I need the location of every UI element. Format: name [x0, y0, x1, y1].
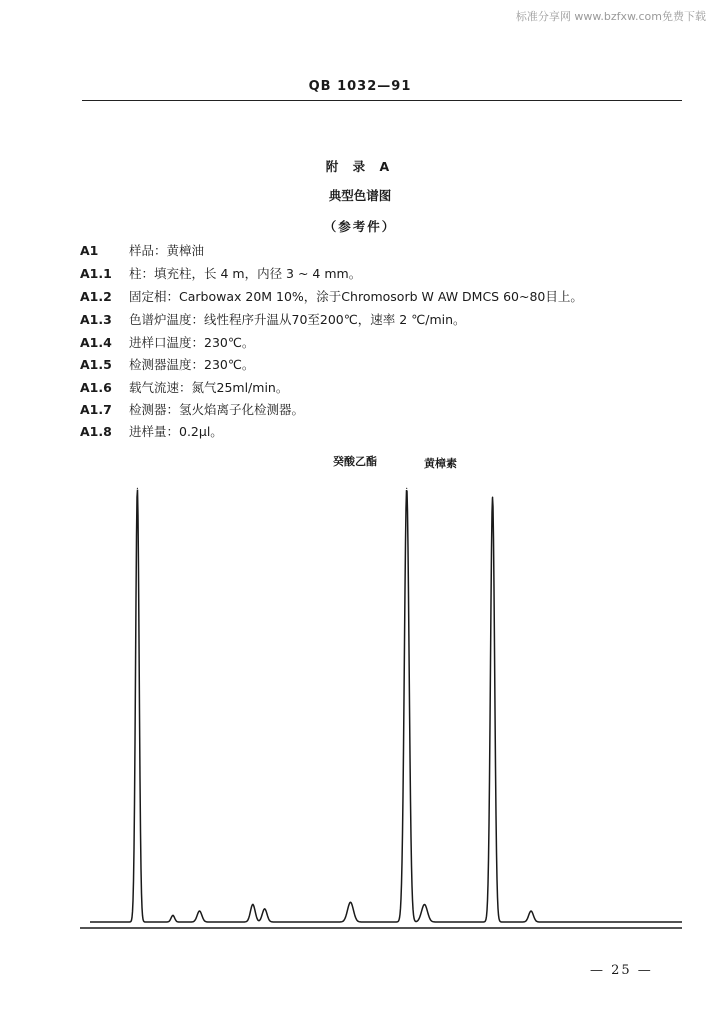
peak-apex-4 [252, 904, 253, 905]
item-number: A1.1 [80, 266, 112, 281]
item-text: 检测器温度：230℃。 [129, 357, 255, 372]
appendix-note: （参考件） [323, 219, 397, 234]
chromatogram-trace [90, 490, 682, 922]
peak-apex-1 [137, 488, 138, 489]
item-text: 检测器：氢火焰离子化检测器。 [129, 402, 305, 417]
item-number: A1.3 [80, 312, 112, 327]
item-number: A1.5 [80, 357, 112, 372]
item-text: 固定相：Carbowax 20M 10%，涂于Chromosorb W AW DMCS 60~80目上。 [129, 289, 583, 304]
item-text: 进样量：0.2μl。 [129, 424, 223, 439]
appendix-title: 附 录 A [325, 159, 395, 174]
peak-apex-3 [199, 910, 200, 911]
peak-apex-8 [424, 904, 425, 905]
peak-apex-5 [264, 908, 265, 909]
peak-apex-7 [406, 488, 407, 489]
item-number: A1.2 [80, 289, 112, 304]
item-text: 色谱炉温度：线性程序升温从70至200℃，速率 2 ℃/min。 [129, 312, 466, 327]
peak-label-ethyl-decanoate: 癸酸乙酯 [333, 455, 377, 468]
item-text: 柱：填充柱，长 4 m，内径 3 ~ 4 mm。 [129, 266, 362, 281]
page-number: — 25 — [590, 963, 653, 978]
peak-apex-9 [492, 497, 493, 498]
item-number: A1 [80, 243, 99, 258]
item-text: 进样口温度：230℃。 [129, 335, 255, 350]
item-text: 载气流速：氮气25ml/min。 [129, 380, 289, 395]
peak-label-safrole: 黄樟素 [424, 457, 457, 470]
item-number: A1.6 [80, 380, 112, 395]
peak-apex-10 [530, 910, 531, 911]
item-number: A1.8 [80, 424, 112, 439]
standard-code: QB 1032—91 [308, 79, 412, 94]
item-number: A1.4 [80, 335, 112, 350]
watermark-text: 标准分享网 www.bzfxw.com免费下载 [515, 10, 706, 23]
appendix-subtitle: 典型色谱图 [328, 188, 392, 203]
item-number: A1.7 [80, 402, 112, 417]
peak-apex-2 [172, 915, 173, 916]
peak-apex-6 [350, 902, 351, 903]
item-text: 样品：黄樟油 [129, 243, 205, 258]
